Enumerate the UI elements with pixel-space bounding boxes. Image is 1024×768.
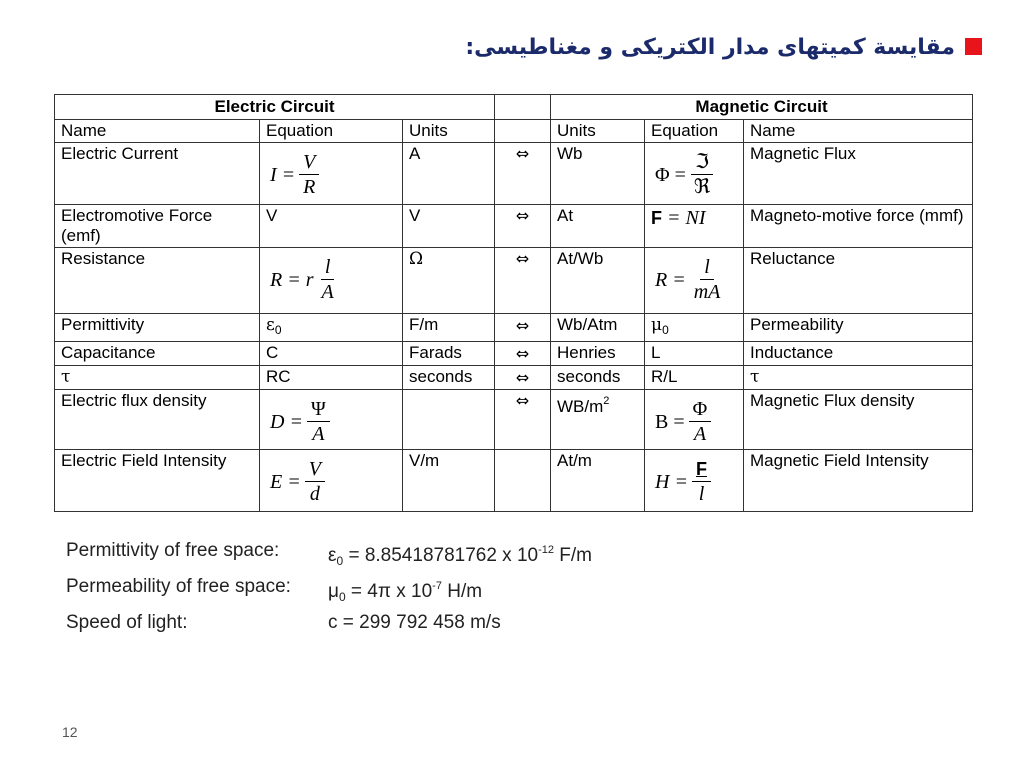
col-header-e-name: Name <box>55 120 260 143</box>
row-m-name: τ <box>744 366 973 390</box>
table-row <box>55 248 973 314</box>
table-row <box>55 450 973 512</box>
slide-title <box>282 30 982 66</box>
row-e-name: Electric Field Intensity <box>55 450 260 512</box>
magnetic-circuit-header: Magnetic Circuit <box>551 95 973 120</box>
electric-circuit-header: Electric Circuit <box>55 95 495 120</box>
constant-row: Permittivity of free space: $\varepsilon_0 = 8.85418781762$ x $10^{-12}$ F/m <box>66 540 593 568</box>
row-e-units: seconds <box>403 366 495 390</box>
row-m-equation: R/L <box>645 366 744 390</box>
row-m-equation: H = $\frac{F}{l}$ <box>645 450 744 512</box>
equivalence-arrow-icon: ⇔ <box>495 366 551 390</box>
row-m-name: Magnetic Flux density <box>744 390 973 450</box>
row-e-equation: $\varepsilon_0$ <box>260 314 403 342</box>
row-e-units: V/m <box>403 450 495 512</box>
mmf-symbol: F <box>651 208 663 228</box>
row-m-units: At <box>551 205 645 248</box>
page-number: 12 <box>62 724 78 740</box>
row-m-name: Inductance <box>744 342 973 366</box>
row-e-equation: V <box>260 205 403 248</box>
row-m-units: At/m <box>551 450 645 512</box>
row-e-equation: D = $\frac{\Psi}{A}$ <box>260 390 403 450</box>
row-e-equation: R = r $\frac{l}{A}$ <box>260 248 403 314</box>
row-m-units: $WB/m^2$ <box>551 390 645 450</box>
row-e-equation: E = $\frac{V}{d}$ <box>260 450 403 512</box>
row-e-units: Farads <box>403 342 495 366</box>
row-e-equation: I = $\frac{V}{R}$ <box>260 143 403 205</box>
row-m-name: Magneto-motive force (mmf) <box>744 205 973 248</box>
table-row <box>55 314 973 342</box>
col-header-m-units: Units <box>551 120 645 143</box>
equivalence-arrow-icon: ⇔ <box>495 342 551 366</box>
table-row <box>55 143 973 205</box>
row-m-units: Wb <box>551 143 645 205</box>
equivalence-arrow-icon: ⇔ <box>495 248 551 314</box>
comparison-table <box>54 94 973 512</box>
empty-cell <box>495 120 551 143</box>
equivalence-arrow-icon: ⇔ <box>495 143 551 205</box>
row-e-name: Permittivity <box>55 314 260 342</box>
row-m-equation: L <box>645 342 744 366</box>
row-e-units: F/m <box>403 314 495 342</box>
row-m-units: Wb/Atm <box>551 314 645 342</box>
equivalence-arrow-icon: ⇔ <box>495 205 551 248</box>
row-m-equation: Φ = $\frac{\text{ℑ}}{\text{ℜ}}$ <box>645 143 744 205</box>
row-m-equation: R = $\frac{l}{mA}$ <box>645 248 744 314</box>
table-row <box>55 390 973 450</box>
col-header-e-equation: Equation <box>260 120 403 143</box>
col-header-m-equation: Equation <box>645 120 744 143</box>
row-e-units: V <box>403 205 495 248</box>
row-e-units <box>403 390 495 450</box>
row-e-equation: RC <box>260 366 403 390</box>
empty-cell <box>495 450 551 512</box>
row-e-name: τ <box>55 366 260 390</box>
row-m-equation: B = $\frac{\Phi}{A}$ <box>645 390 744 450</box>
equivalence-arrow-icon: ⇔ <box>495 314 551 342</box>
equivalence-arrow-icon: ⇔ <box>495 390 551 450</box>
row-m-units: Henries <box>551 342 645 366</box>
row-e-name: Electromotive Force (emf) <box>55 205 260 248</box>
row-m-name: Magnetic Flux <box>744 143 973 205</box>
constant-row: Permeability of free space: $\mu_0 = 4\pi$ x $10^{-7}$ H/m <box>66 576 483 604</box>
slide-title-text: مقایسة کمیتهای مدار الکتریکی و مغناطیسی: <box>465 35 955 60</box>
row-m-equation: F = NI <box>645 205 744 248</box>
row-e-equation: C <box>260 342 403 366</box>
row-e-name: Resistance <box>55 248 260 314</box>
row-e-name: Electric Current <box>55 143 260 205</box>
row-e-name: Electric flux density <box>55 390 260 450</box>
table-row <box>55 205 973 248</box>
row-m-equation: $\mu_0$ <box>645 314 744 342</box>
row-m-units: At/Wb <box>551 248 645 314</box>
physical-constants <box>66 538 592 635</box>
col-header-m-name: Name <box>744 120 973 143</box>
row-m-name: Magnetic Field Intensity <box>744 450 973 512</box>
row-e-units: Ω <box>403 248 495 314</box>
constant-row: Speed of light: c = 299 792 458 m/s <box>66 612 501 633</box>
row-m-units: seconds <box>551 366 645 390</box>
row-m-name: Reluctance <box>744 248 973 314</box>
row-m-name: Permeability <box>744 314 973 342</box>
empty-header-cell <box>495 95 551 120</box>
square-bullet-icon <box>965 38 982 55</box>
row-e-units: A <box>403 143 495 205</box>
col-header-e-units: Units <box>403 120 495 143</box>
table-row <box>55 342 973 366</box>
row-e-name: Capacitance <box>55 342 260 366</box>
table-row <box>55 366 973 390</box>
